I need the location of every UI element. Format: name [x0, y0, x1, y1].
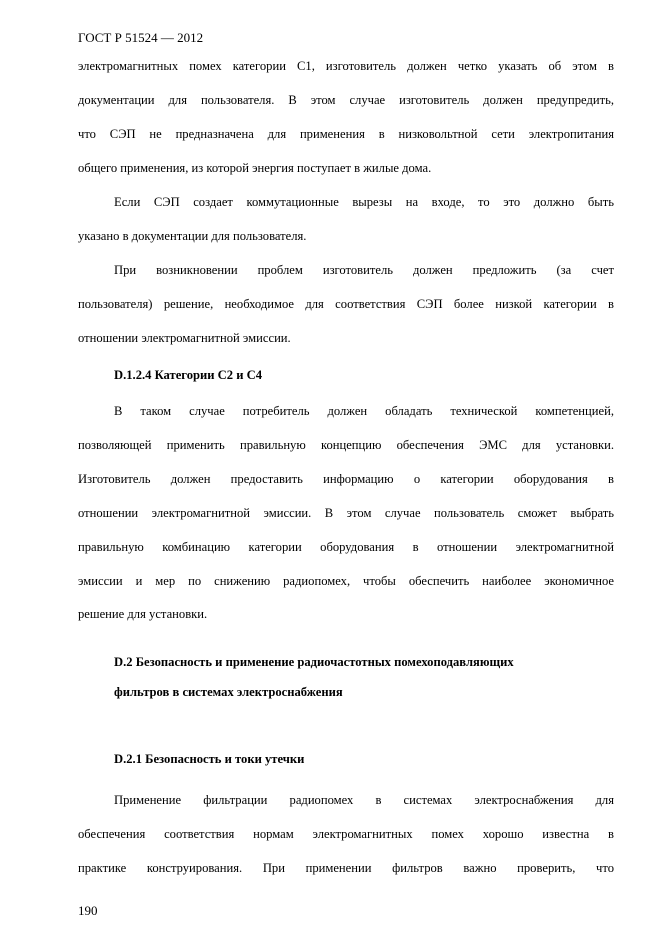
- section-heading: фильтров в системах электроснабжения: [114, 685, 343, 699]
- text-line: Применение фильтрации радиопомех в системах электроснабжения для: [114, 793, 614, 807]
- text-line: указано в документации для пользователя.: [78, 229, 307, 243]
- text-line: Изготовитель должен предоставить информацию о категории оборудования в: [78, 472, 614, 486]
- text-line: пользователя) решение, необходимое для соответствия СЭП более низкой категории в: [78, 297, 614, 311]
- text-line: При возникновении проблем изготовитель должен предложить (за счет: [114, 263, 614, 277]
- text-line: эмиссии и мер по снижению радиопомех, чтобы обеспечить наиболее экономичное: [78, 574, 614, 588]
- text-line: электромагнитных помех категории С1, изготовитель должен четко указать об этом в: [78, 59, 614, 73]
- section-heading: D.2 Безопасность и применение радиочастотных помехоподавляющих: [114, 655, 514, 669]
- text-line: обеспечения соответствия нормам электромагнитных помех хорошо известна в: [78, 827, 614, 841]
- text-line: правильную комбинацию категории оборудования в отношении электромагнитной: [78, 540, 614, 554]
- page-number: 190: [78, 903, 98, 918]
- text-line: решение для установки.: [78, 607, 208, 621]
- text-line: документации для пользователя. В этом случае изготовитель должен предупредить,: [78, 93, 614, 107]
- text-line: В таком случае потребитель должен обладать технической компетенцией,: [114, 404, 614, 418]
- text-line: позволяющей применить правильную концепцию обеспечения ЭМС для установки.: [78, 438, 614, 452]
- text-line: что СЭП не предназначена для применения в низковольтной сети электропитания: [78, 127, 614, 141]
- text-line: отношении электромагнитной эмиссии.: [78, 331, 291, 345]
- text-line: отношении электромагнитной эмиссии. В этом случае пользователь сможет выбрать: [78, 506, 614, 520]
- section-heading: D.1.2.4 Категории С2 и С4: [114, 368, 262, 382]
- page-header: ГОСТ Р 51524 — 2012: [78, 30, 204, 45]
- section-heading: D.2.1 Безопасность и токи утечки: [114, 752, 305, 766]
- text-line: практике конструирования. При применении фильтров важно проверить, что: [78, 861, 614, 875]
- text-line: Если СЭП создает коммутационные вырезы на входе, то это должно быть: [114, 195, 614, 209]
- text-line: общего применения, из которой энергия поступает в жилые дома.: [78, 161, 432, 175]
